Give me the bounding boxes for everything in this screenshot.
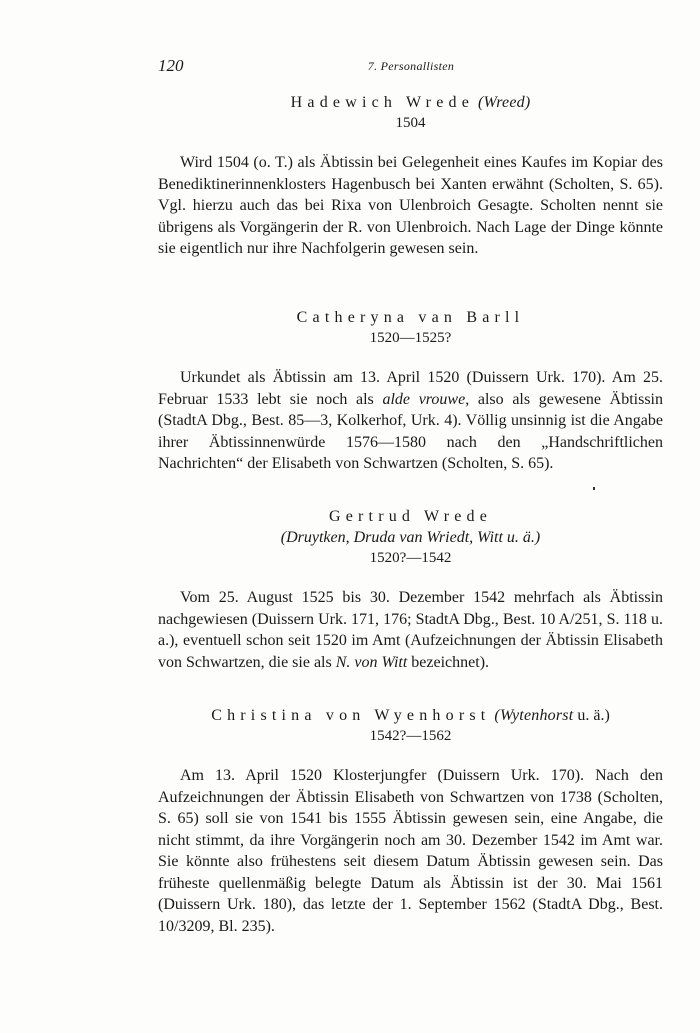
page-header (158, 56, 664, 80)
entry-catheryna-van-barll (158, 307, 663, 475)
entry-text-part: bezeichnet). (407, 653, 490, 671)
entry-aliases: (Wreed) (478, 94, 531, 111)
entry-heading (158, 705, 663, 726)
entry-text-part: Am 13. April 1520 Klosterjungfer (Duissern Urk. 170). Nach den Aufzeichnungen der Äbtissin Elisabeth von Schwartzen von 1738 (Scholten, S. 65) soll sie von 1541 bis 1555 Äbtissin gewesen sein, eine Angabe, die nicht stimmt, da ihre Vorgängerin noch am 30. Dezember 1542 im Amt war. Sie könnte also frühestens seit diesem Datum Äbtissin gewesen sein. Das früheste quellenmäßig belegte Datum als Äbtissin ist der 30. Mai 1561 (Duissern Urk. 180), das letzte der 1. September 1562 (StadtA Dbg., Best. 10/3209, Bl. 235). (158, 767, 663, 935)
entry-hadewich-wrede (158, 92, 663, 260)
entry-name: Gertrud Wrede (328, 508, 493, 525)
entry-dates: 1520?—1542 (369, 550, 452, 566)
entry-name: Christina von Wyenhorst (211, 707, 491, 724)
entry-dates: 1542?—1562 (369, 728, 452, 744)
entry-text (158, 765, 663, 937)
entry-name: Hadewich Wrede (290, 94, 475, 111)
entry-dates: 1504 (395, 115, 426, 131)
entry-aliases: (Wytenhorst (494, 707, 574, 724)
entry-text-part: Wird 1504 (o. T.) als Äbtissin bei Gelegenheit eines Kaufes im Kopiar des Benediktinerinnenklosters Hagenbusch bei Xanten erwähnt (Scholten, S. 65). Vgl. hierzu auch das bei Rixa von Ulenbroich Gesagte. Scholten nennt sie übrigens als Vorgängerin der R. von Ulenbroich. Nach Lage der Dinge könnte sie eigentlich nur ihre Nachfolgerin gewesen sein. (158, 154, 663, 257)
entry-dates: 1520—1525? (369, 330, 452, 346)
entry-text-part: Urkundet als Äbtissin am 13. April 1520 (Duissern Urk. 170). Am 25. Februar 1533 lebt sie noch als (158, 369, 663, 408)
entry-text (158, 152, 663, 260)
entry-christina-von-wyenhorst (158, 705, 663, 937)
entry-text-part: Vom 25. August 1525 bis 30. Dezember 1542 mehrfach als Äbtissin nachgewiesen (Duissern Urk. 171, 176; StadtA Dbg., Best. 10 A/251, S. 118 u. a.), eventuell schon seit 1520 im Amt (Aufzeichnungen der Äbtissin Elisabeth von Schwartzen, die sie als (158, 589, 663, 671)
entry-heading (158, 506, 663, 527)
entry-text-emphasis: alde vrouwe (382, 390, 466, 408)
entry-heading (158, 307, 663, 328)
ink-speck (593, 487, 595, 490)
page-number: 120 (158, 56, 184, 75)
entry-text (158, 367, 663, 475)
entry-text-part: , also als gewesene Äbtissin (StadtA Dbg., Best. 85—3, Kolkerhof, Urk. 4). Völlig unsinnig ist die Angabe ihrer Äbtissinnenwürde 1576—1580 nach den „Handschriftlichen Nachrichten“ der Elisabeth von Schwartzen (Scholten, S. 65). (158, 390, 663, 472)
entry-heading (158, 92, 663, 113)
entry-text-emphasis: N. von Witt (335, 653, 408, 671)
entry-text (158, 587, 663, 673)
entry-aliases: (Druytken, Druda van Wriedt, Witt u. ä.) (280, 529, 541, 546)
entry-gertrud-wrede (158, 506, 663, 673)
entry-aliases-trail: u. ä.) (573, 707, 610, 724)
entry-name: Catheryna van Barll (296, 309, 525, 326)
running-head: 7. Personallisten (367, 59, 455, 73)
